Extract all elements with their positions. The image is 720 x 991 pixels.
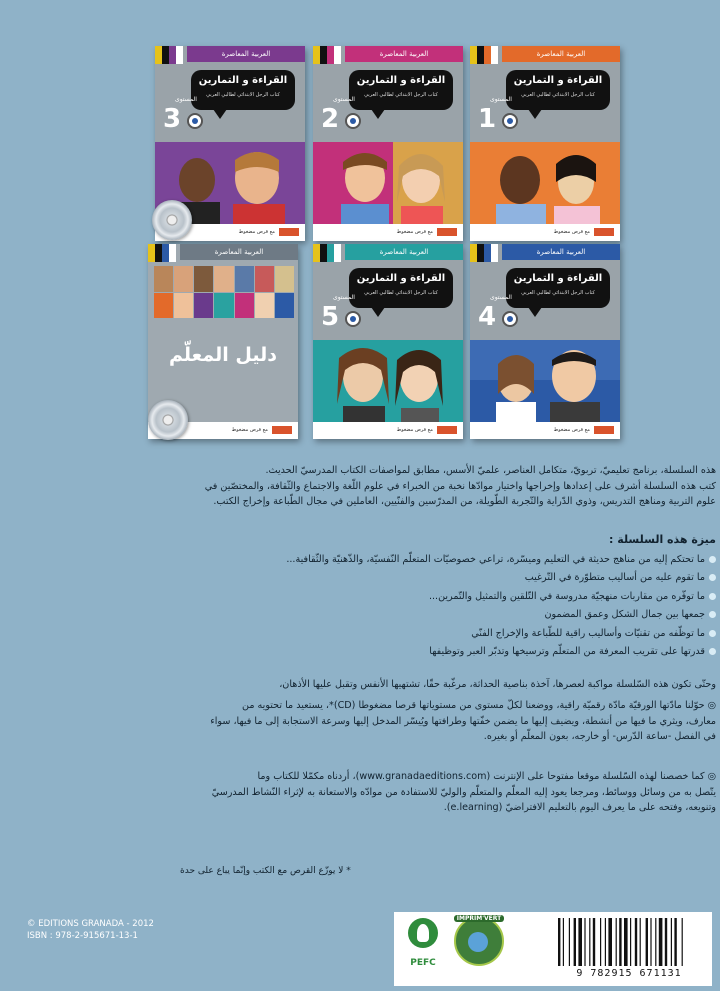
level-number: 3 <box>163 104 182 134</box>
modernity-paragraph <box>150 677 716 693</box>
footnote: * لا يوزّع القرص مع الكتب وإنّما يباع على حدة <box>180 866 351 876</box>
intro-line: هذه السلسلة، برنامج تعليميّ، تربويّ، متكامل العناصر، علميّ الأسس، مطابق لمواصفات الكتاب المدرسيّ الحديث. <box>265 465 716 476</box>
cd-icon <box>152 200 192 240</box>
logo-panel <box>394 912 712 986</box>
level-indicator <box>163 96 215 138</box>
barcode-bar <box>578 918 582 966</box>
photo-collage <box>154 266 294 318</box>
book-cover-level-4 <box>470 244 620 439</box>
guide-title: دليل المعلّم <box>169 344 277 366</box>
barcode <box>554 918 704 979</box>
level-label: المستوى <box>175 96 197 103</box>
cover-photo <box>470 142 620 224</box>
barcode-bar <box>584 918 585 966</box>
barcode-bar <box>671 918 672 966</box>
barcode-bar <box>574 918 576 966</box>
barcode-bar <box>558 918 560 966</box>
publisher-logo <box>594 426 614 434</box>
list-item: جمعها بين جمال الشكل وعمق المضمون <box>150 607 716 623</box>
publisher-logo <box>272 426 292 434</box>
pefc-label: PEFC <box>410 958 436 968</box>
barcode-bar <box>635 918 637 966</box>
list-item: قدرتها على تقريب المعرفة من المتعلّم وترسيخها وتدبّر العبر وتوظيفها <box>150 644 716 660</box>
cover-footer <box>313 422 463 439</box>
level-label: المستوى <box>490 96 512 103</box>
paragraph-line: في الفصل -ساعة الدّرس- أو خارجه، بعون المعلّم أو بغيره. <box>483 731 716 742</box>
barcode-bar <box>646 918 648 966</box>
cover-photo <box>313 340 463 422</box>
publisher-logo <box>279 228 299 236</box>
level-indicator <box>321 96 373 138</box>
series-band: العربية المعاصرة <box>502 244 620 260</box>
cover-footer <box>470 422 620 439</box>
cd-label: مع قرص مضغوط <box>396 229 433 235</box>
series-band: العربية المعاصرة <box>187 46 305 62</box>
color-stripes <box>313 244 341 262</box>
book-subtitle: كتاب الرجل الابتدائي لطالبي العربي <box>521 290 595 296</box>
cd-label: مع قرص مضغوط <box>553 229 590 235</box>
level-indicator <box>321 294 373 336</box>
barcode-bar <box>619 918 621 966</box>
cd-label: مع قرص مضغوط <box>231 427 268 433</box>
barcode-bar <box>655 918 656 966</box>
website-paragraph <box>150 769 716 816</box>
level-indicator <box>478 294 530 336</box>
level-label: المستوى <box>490 294 512 301</box>
book-cover-level-2 <box>313 46 463 241</box>
color-stripes <box>470 46 498 64</box>
book-title: القراءة و التمارين <box>513 273 603 284</box>
paragraph-line: معارف، ويثري ما فيها من أنشطة، ويضيف إليها ما يضمن خفّتها وطرافتها ويُيسّر المدخل إليها وسرعة الاستجابة إلى ما فيها، سواء <box>210 715 716 727</box>
paragraph-line: يتّصل به من وسائل ووسائط، ومرجعا يعود إليه المعلّم والمتعلّم والوليّ للاستفادة من موادّه والاستعانة به لإثراء النّشاط المدرسيّ <box>211 786 716 798</box>
barcode-bar <box>600 918 601 966</box>
book-subtitle: كتاب الرجل الابتدائي لطالبي العربي <box>206 92 280 98</box>
cd-label: مع قرص مضغوط <box>238 229 275 235</box>
barcode-digits: 9 782915 671131 <box>576 968 682 979</box>
paragraph-line: ◎ حوّلنا مادّتها الورقيّة مادّة رقميّة راقية، ووضعنا لكلّ مستوى من مستوياتها قرصا مضغوطا (CD)*، يستعيد ما تحتويه من <box>242 700 716 711</box>
barcode-bar <box>650 918 651 966</box>
cd-label: مع قرص مضغوط <box>396 427 433 433</box>
series-band: العربية المعاصرة <box>502 46 620 62</box>
book-subtitle: كتاب الرجل الابتدائي لطالبي العربي <box>521 92 595 98</box>
imprim-label: IMPRIM'VERT <box>454 915 504 922</box>
level-indicator <box>478 96 530 138</box>
barcode-bar <box>665 918 667 966</box>
barcode-bar <box>608 918 612 966</box>
cover-photo <box>313 142 463 224</box>
intro-line: علوم التربية ومناهج التدريس، وذوي الدّراية والتّجربة الطّويلة، من المدرّسين والفنّيين، العاملين في مجال الطّباعة وإخراج الكتب. <box>213 496 716 507</box>
eye-icon <box>345 311 361 327</box>
cover-footer <box>470 224 620 241</box>
book-cover-level-5 <box>313 244 463 439</box>
paragraph-line: وتنويعه، وفتحه على ما يعرف اليوم بالتعليم الافتراضيّ (e.learning). <box>443 802 716 813</box>
features-section <box>150 532 716 660</box>
level-number: 2 <box>321 104 340 134</box>
barcode-bar <box>589 918 590 966</box>
series-band: العربية المعاصرة <box>180 244 298 260</box>
book-subtitle: كتاب الرجل الابتدائي لطالبي العربي <box>364 290 438 296</box>
imprim-vert-logo <box>454 916 504 966</box>
color-stripes <box>148 244 176 262</box>
level-number: 1 <box>478 104 497 134</box>
series-band: العربية المعاصرة <box>345 46 463 62</box>
eye-icon <box>345 113 361 129</box>
book-title: القراءة و التمارين <box>356 273 446 284</box>
book-subtitle: كتاب الرجل الابتدائي لطالبي العربي <box>364 92 438 98</box>
list-item: ما توظّفه من تقنيّات وأساليب راقية للطّباعة والإخراج الفنّي <box>150 626 716 642</box>
list-item: ما تقوم عليه من أساليب متطوّرة في التّرغيب <box>150 570 716 586</box>
pefc-logo <box>406 918 440 978</box>
book-title: القراءة و التمارين <box>513 75 603 86</box>
barcode-bar <box>630 918 631 966</box>
paragraph-line: وحتّى تكون هذه السّلسلة مواكبة لعصرها، آخذة بناصية الحداثة، مرغّبة حقّا، تشتهيها الأنفس وتقبل عليها الأذهان، <box>279 679 716 690</box>
intro-line: كتب هذه السلسلة أشرف على إعدادها وإخراجها واختيار موادّها نخبة من الخبراء في علوم اللّغة والاجتماع والثّقافة، والمختصّين في <box>204 480 716 492</box>
barcode-bar <box>659 918 663 966</box>
paragraph-line: ◎ كما خصصنا لهذه السّلسلة موقعا مفتوحا على الإنترنت (www.granadaeditions.com)، أردناه مكمّلا للكتاب وما <box>257 771 716 782</box>
publisher-logo <box>437 426 457 434</box>
cover-footer <box>313 224 463 241</box>
barcode-bar <box>569 918 570 966</box>
level-label: المستوى <box>333 96 355 103</box>
copyright-block <box>27 918 154 942</box>
publisher-logo <box>437 228 457 236</box>
cd-paragraph <box>150 698 716 745</box>
color-stripes <box>313 46 341 64</box>
level-label: المستوى <box>333 294 355 301</box>
color-stripes <box>470 244 498 262</box>
barcode-bars <box>554 918 704 966</box>
level-number: 5 <box>321 302 340 332</box>
globe-icon <box>468 932 488 952</box>
barcode-bar <box>640 918 641 966</box>
publisher-logo <box>594 228 614 236</box>
cd-label: مع قرص مضغوط <box>553 427 590 433</box>
color-stripes <box>155 46 183 64</box>
intro-paragraph <box>150 463 716 510</box>
eye-icon <box>502 311 518 327</box>
copyright: © EDITIONS GRANADA - 2012 <box>27 919 154 929</box>
barcode-bar <box>624 918 628 966</box>
list-item: ما توفّره من مقاربات منهجيّة مدروسة في التّلقين والتمثيل والتّمرين... <box>150 589 716 605</box>
list-item: ما تحتكم إليه من مناهج حديثة في التعليم وميسّرة، تراعي خصوصيّات المتعلّم النّفسيّة، والذّهنيّة والثّقافية... <box>150 552 716 568</box>
barcode-bar <box>563 918 564 966</box>
features-heading: ميزة هذه السلسلة : <box>609 533 716 546</box>
barcode-bar <box>674 918 676 966</box>
barcode-bar <box>616 918 617 966</box>
barcode-bar <box>682 918 683 966</box>
eye-icon <box>502 113 518 129</box>
barcode-bar <box>605 918 606 966</box>
features-list <box>150 552 716 660</box>
book-cover-level-1 <box>470 46 620 241</box>
book-title: القراءة و التمارين <box>356 75 446 86</box>
isbn: ISBN : 978-2-915671-13-1 <box>27 931 138 941</box>
cover-photo <box>470 340 620 422</box>
cd-icon <box>148 400 188 440</box>
eye-icon <box>187 113 203 129</box>
book-title: القراءة و التمارين <box>198 75 288 86</box>
level-number: 4 <box>478 302 497 332</box>
barcode-bar <box>593 918 595 966</box>
tree-icon <box>408 918 438 948</box>
series-band: العربية المعاصرة <box>345 244 463 260</box>
